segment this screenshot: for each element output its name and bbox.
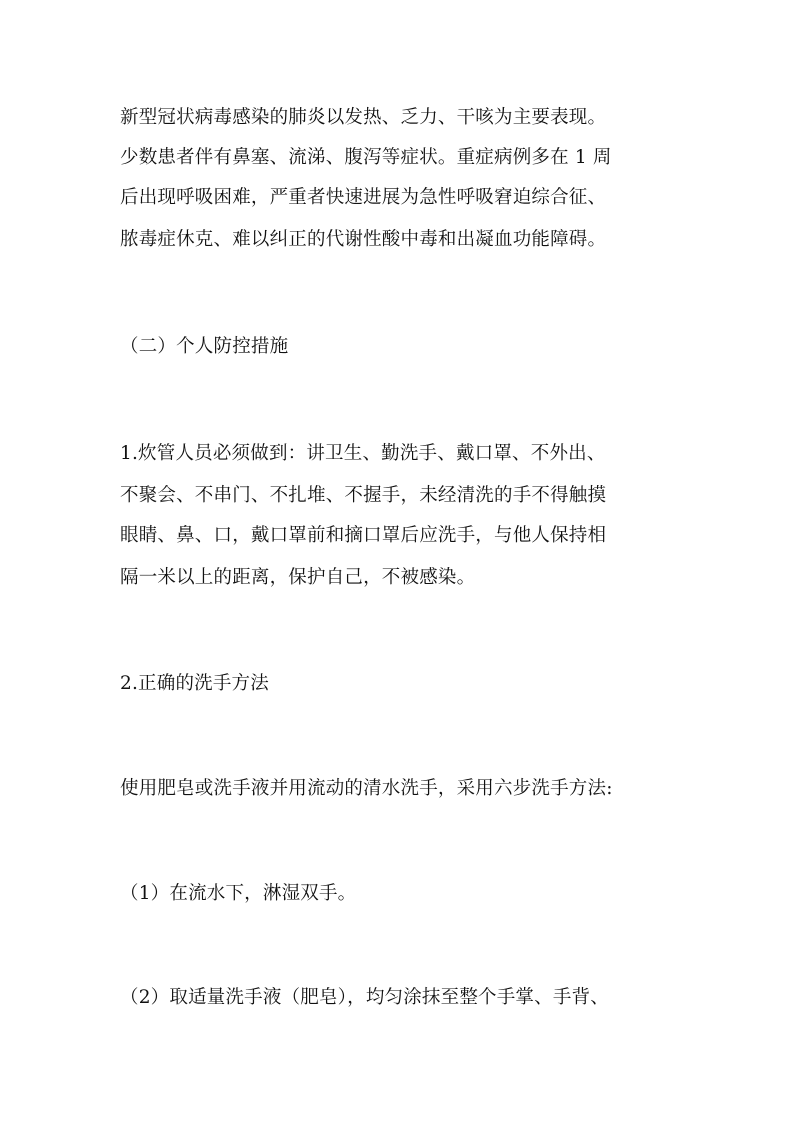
section-heading: （二）个人防控措施 — [120, 336, 289, 357]
paragraph1-line-2: 少数患者伴有鼻塞、流涕、腹泻等症状。重症病例多在 1 周 — [120, 147, 612, 168]
paragraph1-line-1: 新型冠状病毒感染的肺炎以发热、乏力、干咳为主要表现。 — [120, 107, 607, 128]
item1-line-1: 1.炊管人员必须做到：讲卫生、勤洗手、戴口罩、不外出、 — [120, 443, 606, 464]
step-2: （2）取适量洗手液（肥皂），均匀涂抹至整个手掌、手背、 — [120, 987, 609, 1008]
paragraph1-line-4: 脓毒症休克、难以纠正的代谢性酸中毒和出凝血功能障碍。 — [120, 229, 607, 250]
item1-line-4: 隔一米以上的距离，保护自己，不被感染。 — [120, 567, 476, 588]
item1-line-3: 眼睛、鼻、口，戴口罩前和摘口罩后应洗手，与他人保持相 — [120, 525, 607, 546]
item1-line-2: 不聚会、不串门、不扎堆、不握手，未经清洗的手不得触摸 — [120, 485, 607, 506]
item2-intro: 使用肥皂或洗手液并用流动的清水洗手，采用六步洗手方法: — [120, 778, 613, 799]
item2-heading: 2.正确的洗手方法 — [120, 673, 269, 694]
paragraph1-line-3: 后出现呼吸困难，严重者快速进展为急性呼吸窘迫综合征、 — [120, 187, 607, 208]
step-1: （1）在流水下，淋湿双手。 — [120, 883, 357, 904]
